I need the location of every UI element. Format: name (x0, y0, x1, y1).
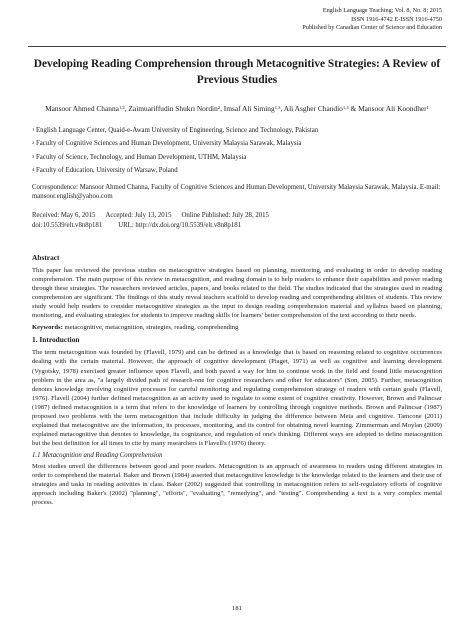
author-name: Mansoor Ahmed Channa (45, 104, 119, 113)
affiliation-item (32, 139, 442, 148)
publication-dates (32, 211, 442, 220)
header-divider (28, 46, 446, 47)
author-name: Imsaf Ali Siming (223, 104, 275, 113)
subsection-heading: 1.1 Metacognition and Reading Comprehension (32, 451, 163, 459)
introduction-heading: 1. Introduction (32, 335, 80, 345)
doi-line (32, 221, 442, 230)
subsection-paragraph: Most studies unveil the differences between good and poor readers. Metacognition is an approach of awareness to readers using different strategies in order to comprehend the material. Baker and Brown (1984) asserted that metacognitive knowledge is the knowledge related to the learners and their use of strategies and tasks in reading activities in class. Baker (2002) suggested that controlling in metacognition refers to self-regulatory efforts of cognitive approach including Baker's (2002) "planning", "efforts", "evaluating", "remedying", and "testing". Comprehending a text is a very complex mental process. (32, 462, 442, 507)
affiliation-text: English Language Center, Quaid-e-Awam University of Engineering, Science and Technology, Pakistan (36, 127, 319, 134)
received-date: Received: May 6, 2015 (32, 212, 96, 219)
page-number: 181 (232, 605, 242, 612)
journal-issn-line: ISSN 1916-4742 E-ISSN 1916-4750 (351, 15, 442, 23)
affiliation-item (32, 126, 442, 135)
author-name: Zaimuariffudin Shukri Nordin (128, 104, 218, 113)
author-name: Ali Asgher Chandio (283, 104, 343, 113)
author-affiliation-marker: 1,3 (274, 105, 281, 110)
article-body (32, 253, 442, 510)
affiliation-text: Faculty of Cognitive Sciences and Human Development, University Malaysia Sarawak, Malaysia (36, 140, 302, 148)
journal-volume-line: English Language Teaching; Vol. 8, No. 8; 2015 (322, 7, 442, 14)
online-date: Online Published: July 28, 2015 (181, 212, 269, 219)
accepted-date: Accepted: July 13, 2015 (105, 212, 172, 219)
journal-header (302, 7, 442, 33)
journal-publisher-line: Published by Canadian Center of Science and Education (302, 24, 442, 32)
affiliation-list (32, 126, 442, 180)
keywords-line (32, 323, 442, 332)
author-list: Mansoor Ahmed Channa$^{1,2}$, Zaimuariffudin Shukri Nordin$^2$, Imsaf Ali Siming$^{1,3}$, Ali Asgher Chandio$^{1,4}$ & Mansoor Ali Koondher$^1$ (45, 104, 429, 113)
affiliation-text: Faculty of Education, University of Warsaw, Poland (36, 167, 178, 175)
correspondence-note: Correspondence: Mansoor Ahmed Channa, Faculty of Cognitive Sciences and Human Development, University Malaysia Sarawak, Malaysia. E-mail: mansoor.english@yahoo.com (32, 184, 441, 201)
doi-url-link[interactable]: URL: http://dx.doi.org/10.5539/elt.v8n8p181 (118, 222, 242, 229)
affiliation-number: 1 (32, 127, 35, 132)
author-name: Mansoor Ali Koondher (358, 104, 427, 113)
author-affiliation-marker: 1,2 (118, 105, 125, 110)
abstract-heading: Abstract (32, 253, 60, 262)
author-affiliation-marker: 1 (426, 105, 429, 110)
affiliation-item (32, 153, 442, 162)
affiliation-number: 4 (32, 167, 35, 173)
keywords-label: Keywords: (32, 324, 63, 332)
introduction-paragraph: The term metacognition was founded by (Flavell, 1979) and can be defined as a knowledge that is based on reasoning related to cognitive occurrences dealing with the certain material. However, the approach of cognitive development (Piaget, 1971) as well as cognitive and learning development (Vygotsky, 1978) exercised greater influence upon Flavell, and both paved a way for him to continue work in the field and found little metacognition problem in the area as, "a largely divided path of research-one for cognitive researchers and other for educators" (Son, 2005). Further, metacognition denotes knowledge involving cognitive processes for careful monitoring and regulating comprehension strategy of readers with certain goals (Flavell, 1976). Flavell (2004) further defined metacognition as an activity used to regulate to some extent of cognitive creativity. However, Brown and Palincsar (1987) defined metacognition is a term that refers to the knowledge of learners by controlling through cognitive methods. Brown and Palincsar (1987) proposed two problems with the term metacognition that include difficulty in judging the difference between Meta and cognitive. Tamcone (2011) explained that metacognitive are the information, its processes, monitoring, and its control for obtaining novel learning. Zimmerman and Moylan (2009) explained metacognitive that denotes to knowledge, its cognizance, and regulation of one's thinking. Different ways are adopted to define metacognition but the best definition for all times to cite by many researchers is Flavell's (1976) theory. (32, 349, 442, 447)
author-affiliation-marker: 1,4 (342, 105, 349, 110)
author-affiliation-marker: 2 (217, 105, 221, 110)
article-title: Developing Reading Comprehension through Metacognitive Strategies: A Review of Previous Studies (33, 58, 441, 86)
affiliation-number: 3 (32, 153, 35, 159)
affiliation-item (32, 166, 442, 175)
affiliation-number: 2 (32, 140, 35, 146)
keywords-list: metacognitive, metacognition, strategies, reading, comprehending (64, 324, 239, 332)
affiliation-text: Faculty of Science, Technology, and Human Development, UTHM, Malaysia (36, 153, 247, 161)
abstract-paragraph: This paper has reviewed the previous studies on metacognitive strategies based on planning, monitoring, and evaluating in order to develop reading comprehension. The main purpose of this review in metacognition, and reading domain is to help readers to enhance their capabilities and power reading through these strategies. The researchers reviewed articles, papers, and books related to the field. The studies indicated that the strategies used in reading comprehension are significant. The findings of this study reveal teachers scaffold to develop reading and comprehending abilities of students. This review study would help readers to consider metacognitive strategies as the input to design reading comprehension material and syllabus based on planning, monitoring, and evaluating strategies for students to improve reading skills for learners' better comprehension of the text according to their needs. (32, 267, 442, 320)
doi-text: doi:10.5539/elt.v8n8p181 (32, 222, 103, 229)
